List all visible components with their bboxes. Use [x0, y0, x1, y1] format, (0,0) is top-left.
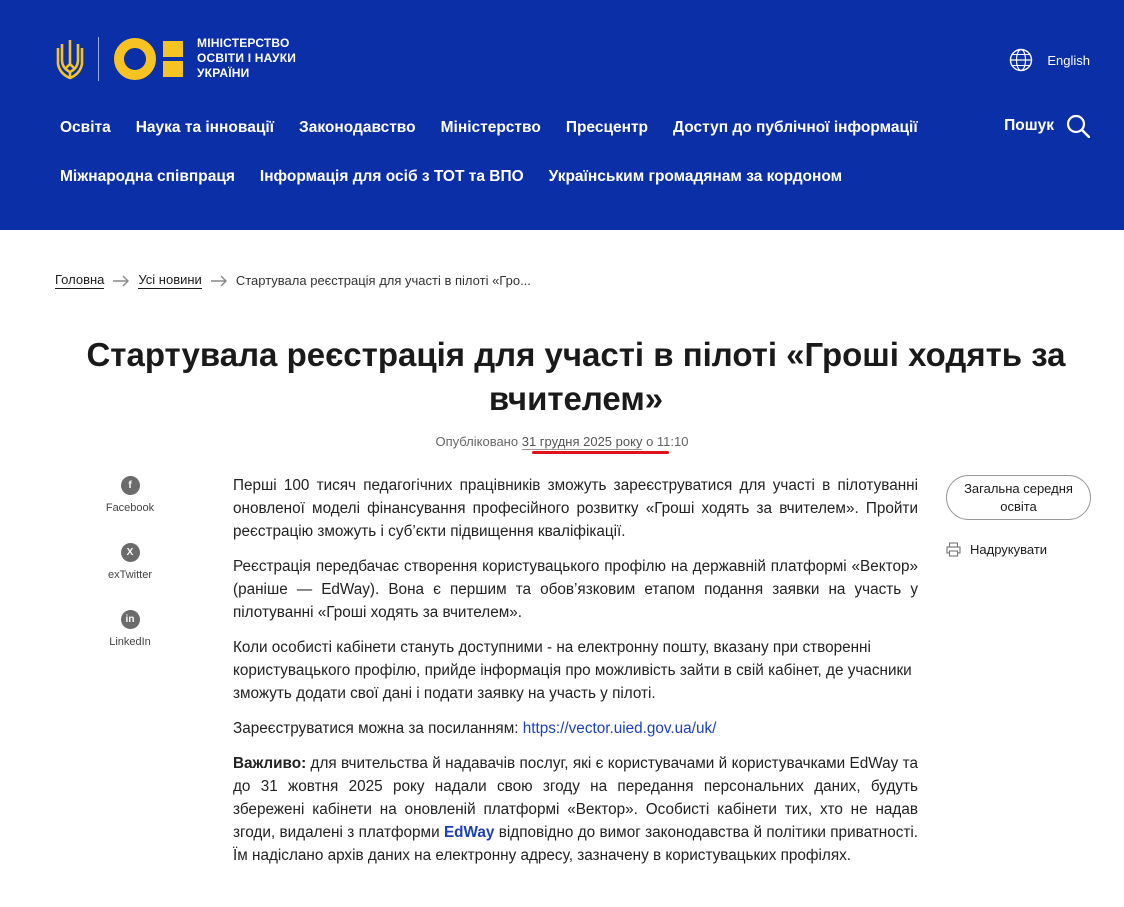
- share-facebook-label: Facebook: [105, 502, 155, 514]
- nav-item-legislation[interactable]: Законодавство: [299, 119, 416, 136]
- breadcrumb-home[interactable]: Головна: [55, 272, 105, 287]
- logo-line-1: МІНІСТЕРСТВО: [197, 36, 290, 50]
- article-paragraph-5: [233, 752, 918, 867]
- article-body: [233, 474, 918, 879]
- trident-icon: [56, 38, 84, 80]
- logo-line-2: ОСВІТИ І НАУКИ: [197, 51, 297, 65]
- site-header: [0, 0, 1124, 230]
- article-paragraph-1: Перші 100 тисяч педагогічних працівників зможуть зареєструватися для участі в пілотуванні оновленої моделі фінансування професійного розвитку «Гроші ходять за вчителем». Пройти реєстрацію зможуть і суб’єкти підвищення кваліфікації.: [233, 477, 918, 540]
- arrow-right-icon: [112, 275, 130, 287]
- published-prefix: Опубліковано: [435, 434, 519, 449]
- printer-icon: [946, 542, 961, 557]
- share-linkedin[interactable]: [96, 610, 164, 648]
- nav-item-press[interactable]: Пресцентр: [565, 119, 649, 136]
- breadcrumb: [55, 272, 531, 289]
- share-linkedin-label: LinkedIn: [109, 636, 151, 648]
- mon-logo-icon: [113, 37, 185, 81]
- search-icon: [1066, 114, 1090, 138]
- print-label: Надрукувати: [970, 542, 1048, 557]
- important-text-1: для вчительства й надавачів послуг, які є користувачами й користувачками EdWay та до 31 жовтня 2025 року надали свою згоду на передання персональних даних, будуть збережені кабінети на оновленій платформі «Вектор». Особисті кабінети тих, хто не надав згоди, видалені з платформи: [233, 755, 918, 841]
- breadcrumb-current: Стартувала реєстрація для участі в пілоті «Гро...: [235, 273, 531, 288]
- article-paragraph-2: Реєстрація передбачає створення користувацького профілю на державній платформі «Вектор» (раніше — EdWay). Вона є першим та обов’язковим етапом подання заявки на участь у пілотуванні «Гроші ходять за вчителем».: [233, 558, 918, 621]
- logo-line-3: УКРАЇНИ: [197, 66, 250, 80]
- nav-item-abroad[interactable]: Українським громадянам за кордоном: [548, 168, 843, 185]
- facebook-icon: f: [121, 476, 140, 495]
- search-label: Пошук: [1004, 117, 1054, 134]
- share-x-twitter[interactable]: [96, 543, 164, 581]
- edway-link[interactable]: EdWay: [443, 824, 495, 841]
- nav-item-public-info[interactable]: Доступ до публічної інформації: [673, 119, 918, 136]
- published-time: о 11:10: [646, 434, 689, 449]
- important-text-2: відповідно до вимог законодавства й політики приватності. Їм надіслано архів даних на електронну адресу, зазначену в користувацьких профілях.: [233, 824, 918, 864]
- tag-general-secondary-education[interactable]: Загальна середня освіта: [946, 475, 1091, 520]
- nav-item-science[interactable]: Наука та інновації: [135, 119, 275, 136]
- nav-item-international[interactable]: Міжнародна співпраця: [60, 168, 235, 185]
- logo-divider: [98, 37, 99, 81]
- linkedin-icon: in: [121, 610, 140, 629]
- language-switcher[interactable]: [1009, 48, 1090, 72]
- breadcrumb-news[interactable]: Усі новини: [138, 272, 202, 287]
- nav-item-tot-vpo[interactable]: Інформація для осіб з ТОТ та ВПО: [259, 168, 524, 185]
- published-date[interactable]: 31 грудня 2025 року: [521, 434, 643, 449]
- language-label[interactable]: English: [1047, 52, 1090, 68]
- ministry-logo[interactable]: [56, 36, 296, 81]
- mon-logo-mark: [113, 36, 296, 81]
- search-button[interactable]: [1004, 114, 1090, 138]
- publish-info: [0, 434, 1124, 449]
- vector-link[interactable]: https://vector.uied.gov.ua/uk/: [522, 720, 717, 737]
- page-title: Стартувала реєстрація для участі в пілоті «Гроші ходять за вчителем»: [86, 336, 1066, 417]
- nav-item-ministry[interactable]: Міністерство: [440, 119, 541, 136]
- arrow-right-icon: [210, 275, 228, 287]
- article-paragraph-4: [233, 717, 918, 740]
- article-paragraph-3: Коли особисті кабінети стануть доступними - на електронну пошту, вказану при створенні користувацького профілю, прийде інформація про можливість зайти в свій кабінет, де учасники зможуть додати свої дані і подати заявку на участь у пілоті.: [233, 639, 912, 702]
- date-highlight-underline: [532, 451, 669, 454]
- print-button[interactable]: [946, 542, 1047, 557]
- register-text: Зареєструватися можна за посиланням:: [233, 720, 523, 737]
- x-twitter-icon: X: [121, 543, 140, 562]
- nav-item-osvita[interactable]: Освіта: [60, 119, 111, 136]
- main-nav-row-1: [60, 119, 943, 137]
- main-nav-row-2: [60, 168, 867, 186]
- important-label: Важливо:: [233, 755, 307, 772]
- share-x-label: exTwitter: [107, 569, 152, 581]
- logo-text: [197, 36, 296, 81]
- share-facebook[interactable]: [96, 476, 164, 514]
- globe-icon: [1009, 48, 1033, 72]
